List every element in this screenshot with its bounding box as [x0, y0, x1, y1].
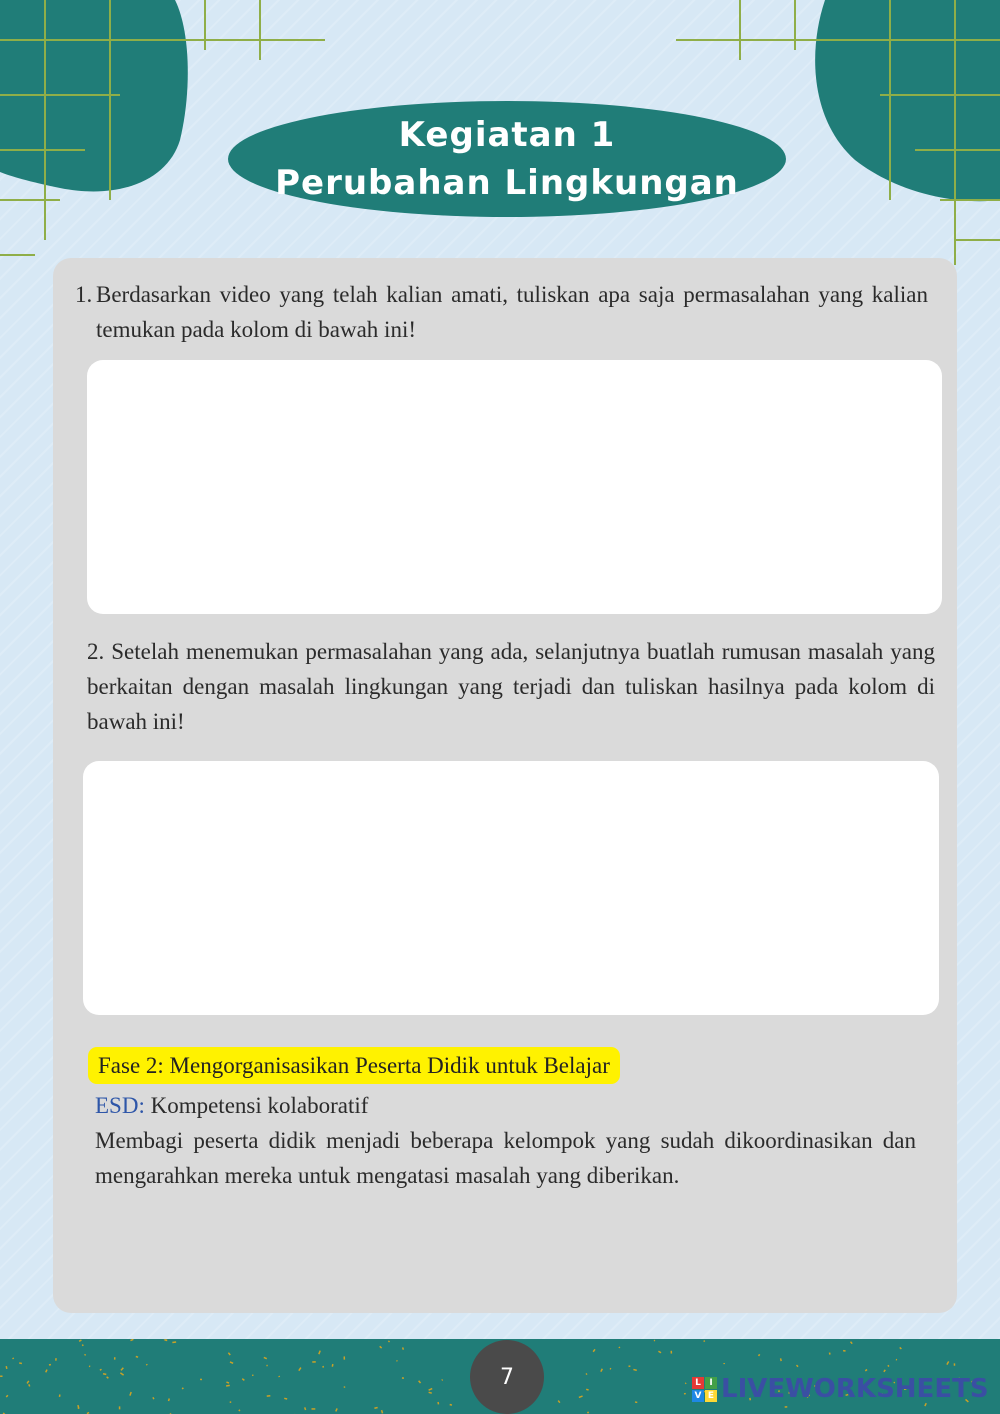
footer-speckle	[49, 1364, 51, 1366]
footer-speckle	[883, 1369, 886, 1372]
question-2: 2. Setelah menemukan permasalahan yang ada, selanjutnya buatlah rumusan masalah yang berkaitan dengan masalah lingkungan yang terjadi dan tuliskan hasilnya pada kolom di bawah ini!	[87, 639, 935, 734]
footer-speckle	[441, 1379, 443, 1381]
footer-speckle	[899, 1347, 902, 1350]
footer-speckle	[164, 1339, 167, 1341]
activity-title-line2: Perubahan Lingkungan	[275, 163, 739, 203]
footer-speckle	[437, 1402, 439, 1405]
footer-speckle	[635, 1401, 638, 1403]
footer-speckle	[585, 1373, 587, 1375]
footer-speckle	[428, 1388, 432, 1391]
footer-speckle	[45, 1369, 48, 1372]
footer-speckle	[450, 1404, 453, 1406]
footer-speckle	[0, 1376, 2, 1378]
esd-value: Kompetensi kolaboratif	[150, 1093, 369, 1118]
footer-speckle	[618, 1347, 620, 1349]
footer-speckle	[587, 1411, 589, 1413]
liveworksheets-brand-text: LIVEWORKSHEETS	[721, 1374, 989, 1404]
footer-speckle	[312, 1361, 316, 1363]
footer-speckle	[28, 1384, 30, 1387]
footer-speckle	[388, 1340, 390, 1342]
footer-speckle	[284, 1398, 287, 1400]
footer-speckle	[26, 1380, 29, 1383]
footer-speckle	[226, 1381, 229, 1383]
footer-speckle	[278, 1376, 280, 1378]
footer-speckle	[684, 1393, 686, 1395]
footer-speckle	[172, 1341, 176, 1343]
footer-speckle	[796, 1365, 799, 1368]
footer-speckle	[168, 1398, 170, 1401]
footer-speckle	[671, 1351, 673, 1354]
footer-speckle	[322, 1366, 324, 1368]
footer-speckle	[106, 1376, 109, 1379]
footer-speckle	[103, 1373, 107, 1375]
footer-speckle	[79, 1339, 82, 1342]
footer-speckle	[633, 1369, 637, 1371]
footer-speckle	[829, 1352, 831, 1354]
footer-speckle	[6, 1366, 8, 1369]
footer-speckle	[130, 1339, 134, 1341]
footer-speckle	[780, 1358, 782, 1361]
footer-speckle	[843, 1350, 846, 1352]
footer-speckle	[120, 1367, 123, 1371]
question-1	[75, 277, 928, 347]
footer-speckle	[12, 1357, 14, 1359]
footer-speckle	[129, 1392, 132, 1396]
logo-letter-1: L	[692, 1377, 704, 1389]
footer-speckle	[312, 1408, 316, 1410]
phase-description: Membagi peserta didik menjadi beberapa kelompok yang sudah dikoordinasikan dan mengarahkan mereka untuk mengatasi masalah yang diberikan.	[95, 1128, 916, 1188]
footer-speckle	[6, 1395, 9, 1398]
footer-speckle	[55, 1358, 57, 1361]
footer-speckle	[428, 1392, 432, 1394]
esd-line	[95, 1088, 368, 1123]
logo-letter-4: E	[705, 1390, 717, 1402]
footer-speckle	[136, 1356, 139, 1358]
page-number: 7	[470, 1340, 544, 1414]
footer-speckle	[593, 1349, 596, 1352]
footer-speckle	[120, 1372, 124, 1375]
footer-speckle	[558, 1400, 561, 1403]
footer-speckle	[267, 1395, 271, 1397]
footer-speckle	[114, 1357, 116, 1359]
footer-speckle	[146, 1364, 148, 1366]
footer-speckle	[335, 1408, 338, 1412]
footer-speckle	[685, 1382, 687, 1384]
footer-speckle	[579, 1395, 583, 1398]
footer-speckle	[896, 1359, 898, 1361]
footer-speckle	[19, 1362, 22, 1364]
footer-speckle	[946, 1361, 949, 1365]
footer-speckle	[344, 1356, 346, 1359]
footer-speckle	[379, 1346, 382, 1349]
footer-speckle	[182, 1387, 184, 1389]
footer-speckle	[654, 1340, 656, 1342]
footer-speckle	[610, 1368, 612, 1370]
footer-speckle	[298, 1367, 301, 1371]
footer-speckle	[230, 1401, 232, 1403]
footer-speckle	[785, 1406, 788, 1408]
footer-speckle	[89, 1365, 91, 1367]
footer-speckle	[723, 1363, 725, 1364]
footer-speckle	[402, 1377, 404, 1379]
footer-speckle	[332, 1364, 334, 1367]
activity-title-line1: Kegiatan 1	[398, 115, 616, 155]
footer-speckle	[374, 1407, 378, 1409]
logo-letter-2: I	[705, 1377, 717, 1389]
footer-speckle	[252, 1375, 254, 1376]
footer-speckle	[242, 1378, 245, 1381]
footer-speckle	[628, 1365, 630, 1367]
question-1-number: 1.	[75, 282, 93, 307]
phase-label: Fase 2: Mengorganisasikan Peserta Didik untuk Belajar	[88, 1047, 620, 1084]
question-1-text: Berdasarkan video yang telah kalian amati, tuliskan apa saja permasalahan yang kalian temukan pada kolom di bawah ini!	[96, 282, 928, 342]
answer-box-1[interactable]	[87, 360, 942, 614]
footer-speckle	[865, 1369, 868, 1372]
footer-speckle	[99, 1369, 101, 1371]
liveworksheets-brand	[692, 1374, 989, 1404]
footer-speckle	[84, 1354, 86, 1356]
top-right-leaf	[815, 0, 1000, 201]
footer-speckle	[381, 1410, 383, 1414]
logo-letter-3: V	[692, 1390, 704, 1402]
footer-speckle	[954, 1363, 956, 1365]
footer-speckle	[59, 1394, 61, 1397]
footer-speckle	[344, 1386, 346, 1388]
footer-speckle	[418, 1380, 421, 1383]
footer-speckle	[396, 1360, 398, 1361]
footer-speckle	[266, 1365, 268, 1367]
footer-speckle	[703, 1340, 705, 1342]
footer-speckle	[658, 1351, 661, 1354]
footer-speckle	[850, 1341, 853, 1344]
footer-speckle	[264, 1357, 268, 1360]
footer-speckle	[200, 1379, 202, 1381]
footer-speckle	[318, 1350, 321, 1354]
footer-speckle	[758, 1354, 760, 1356]
footer-speckle	[600, 1368, 603, 1372]
footer-speckle	[228, 1352, 231, 1355]
footer-speckle	[226, 1385, 230, 1387]
footer-speckle	[887, 1365, 889, 1367]
footer-speckle	[238, 1409, 240, 1411]
footer-speckle	[402, 1347, 404, 1350]
footer-speckle	[230, 1361, 234, 1364]
activity-title	[228, 101, 786, 217]
liveworksheets-logo-icon	[692, 1377, 717, 1402]
footer-speckle	[586, 1389, 589, 1391]
footer-speckle	[82, 1344, 84, 1346]
footer-speckle	[152, 1397, 154, 1400]
answer-box-2[interactable]	[83, 761, 939, 1015]
esd-label: ESD:	[95, 1093, 145, 1118]
footer-speckle	[119, 1406, 121, 1409]
footer-speckle	[304, 1407, 306, 1410]
